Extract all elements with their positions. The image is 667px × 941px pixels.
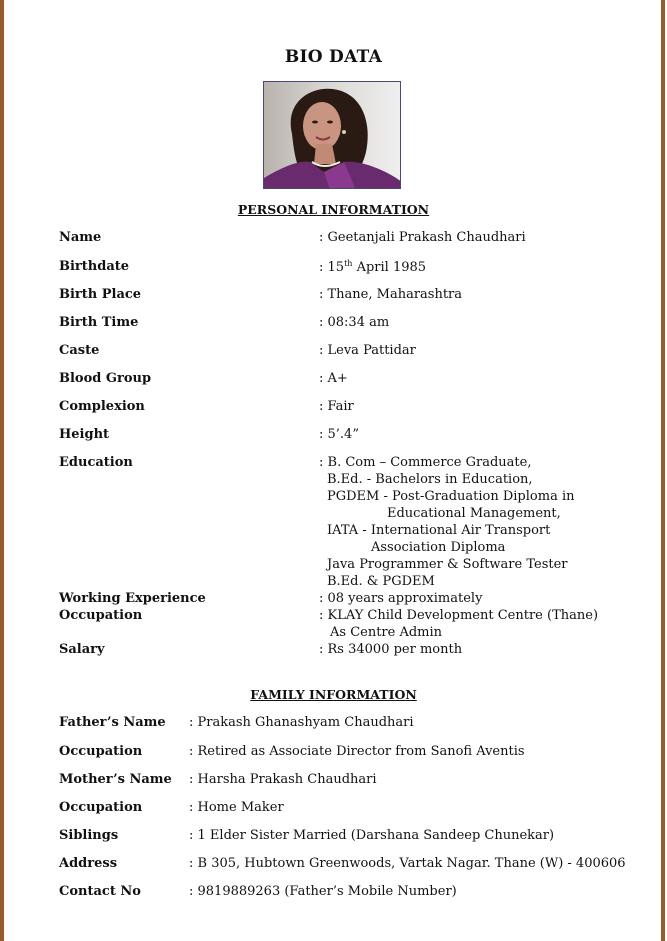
birth-time-label: Birth Time bbox=[59, 315, 139, 330]
fathers-name-value: : Prakash Ghanashyam Chaudhari bbox=[189, 715, 414, 730]
family-information-heading: FAMILY INFORMATION bbox=[250, 687, 417, 702]
mothers-name-value: : Harsha Prakash Chaudhari bbox=[189, 772, 377, 787]
salary-label: Salary bbox=[59, 642, 105, 657]
address-value: : B 305, Hubtown Greenwoods, Vartak Nagar. Thane (W) - 400606 bbox=[189, 856, 626, 871]
blood-group-value: : A+ bbox=[319, 371, 348, 386]
address-label: Address bbox=[59, 856, 118, 871]
name-label: Name bbox=[59, 230, 102, 245]
page-border-right bbox=[661, 0, 665, 941]
birth-place-value: : Thane, Maharashtra bbox=[319, 287, 463, 302]
occupation-label: Occupation bbox=[59, 608, 143, 623]
education-label: Education bbox=[59, 455, 133, 470]
occupation-line: As Centre Admin bbox=[330, 625, 443, 640]
name-value: : Geetanjali Prakash Chaudhari bbox=[319, 230, 526, 245]
mother-occupation-value: : Home Maker bbox=[189, 800, 284, 815]
personal-information-heading: PERSONAL INFORMATION bbox=[237, 202, 430, 217]
caste-label: Caste bbox=[59, 343, 100, 358]
education-line: B.Ed. & PGDEM bbox=[327, 574, 435, 589]
education-line: : B. Com – Commerce Graduate, bbox=[319, 455, 532, 470]
caste-value: : Leva Pattidar bbox=[319, 343, 416, 358]
salary-value: : Rs 34000 per month bbox=[319, 642, 463, 657]
birthdate-value: : 15th April 1985 bbox=[319, 259, 427, 275]
page-title: BIO DATA bbox=[284, 47, 383, 67]
education-line: IATA - International Air Transport bbox=[327, 523, 551, 538]
page-border-left bbox=[0, 0, 4, 941]
blood-group-label: Blood Group bbox=[59, 371, 152, 386]
birthdate-label: Birthdate bbox=[59, 259, 130, 274]
mothers-name-label: Mother’s Name bbox=[59, 772, 172, 787]
father-occupation-value: : Retired as Associate Director from Sanofi Aventis bbox=[189, 744, 525, 759]
siblings-label: Siblings bbox=[59, 828, 119, 843]
siblings-value: : 1 Elder Sister Married (Darshana Sandeep Chunekar) bbox=[189, 828, 555, 843]
working-experience-value: : 08 years approximately bbox=[319, 591, 483, 606]
occupation-line: : KLAY Child Development Centre (Thane) bbox=[319, 608, 599, 623]
contact-no-label: Contact No bbox=[59, 884, 141, 899]
complexion-label: Complexion bbox=[59, 399, 145, 414]
fathers-name-label: Father’s Name bbox=[59, 715, 166, 730]
education-line: Educational Management, bbox=[387, 506, 561, 521]
working-experience-label: Working Experience bbox=[59, 591, 206, 606]
education-line: PGDEM - Post-Graduation Diploma in bbox=[327, 489, 575, 504]
profile-photo bbox=[263, 81, 401, 189]
education-line: Association Diploma bbox=[371, 540, 506, 555]
education-line: Java Programmer & Software Tester bbox=[327, 557, 568, 572]
father-occupation-label: Occupation bbox=[59, 744, 143, 759]
height-value: : 5’.4” bbox=[319, 427, 359, 442]
education-line: B.Ed. - Bachelors in Education, bbox=[327, 472, 533, 487]
birth-place-label: Birth Place bbox=[59, 287, 142, 302]
birth-time-value: : 08:34 am bbox=[319, 315, 390, 330]
mother-occupation-label: Occupation bbox=[59, 800, 143, 815]
complexion-value: : Fair bbox=[319, 399, 354, 414]
contact-no-value: : 9819889263 (Father’s Mobile Number) bbox=[189, 884, 457, 899]
height-label: Height bbox=[59, 427, 110, 442]
portrait-photo-icon bbox=[264, 82, 401, 189]
